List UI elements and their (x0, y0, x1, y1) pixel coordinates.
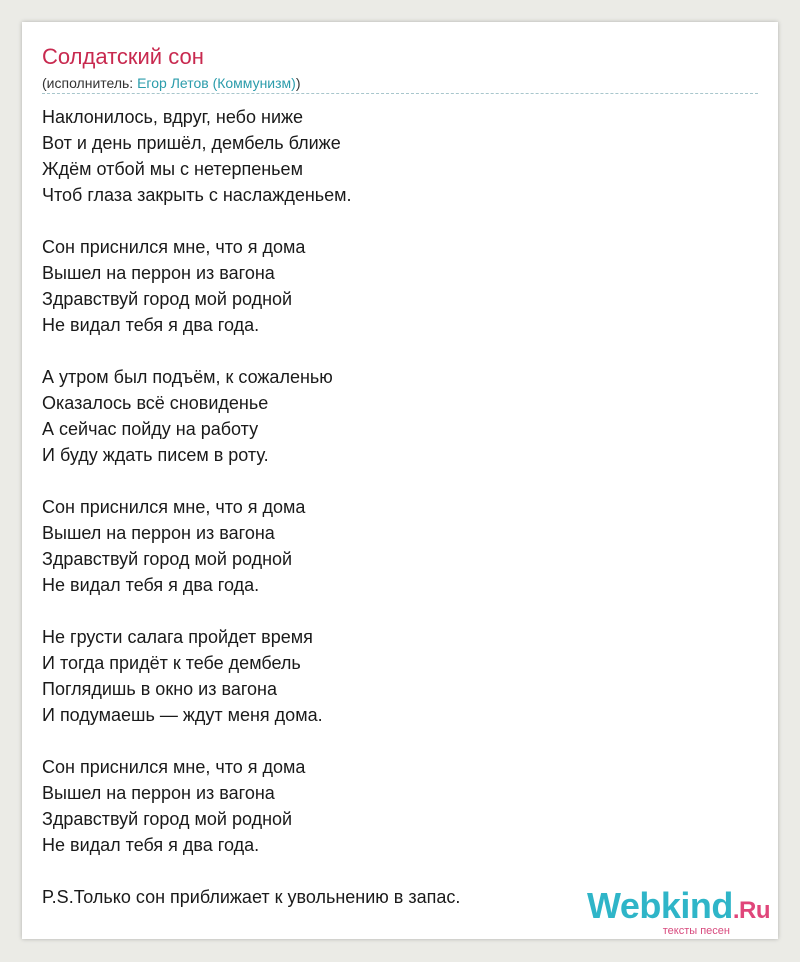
artist-link[interactable]: Егор Летов (Коммунизм) (137, 75, 296, 91)
lyric-line: Вышел на перрон из вагона (42, 523, 275, 543)
artist-suffix: ) (295, 75, 301, 91)
lyric-line: Поглядишь в окно из вагона (42, 679, 277, 699)
lyrics-card (22, 22, 778, 939)
lyric-line: А утром был подъём, к сожаленью (42, 367, 333, 387)
lyric-line: Вышел на перрон из вагона (42, 783, 275, 803)
lyric-line: И буду ждать писем в роту. (42, 445, 269, 465)
lyric-line: Сон приснился мне, что я дома (42, 757, 306, 777)
song-title: Солдатский сон (42, 44, 204, 69)
stanza (42, 104, 758, 208)
site-logo[interactable] (586, 885, 770, 937)
lyric-line: А сейчас пойду на работу (42, 419, 259, 439)
lyric-line: Чтоб глаза закрыть с наслажденьем. (42, 185, 352, 205)
lyric-line: И подумаешь — ждут меня дома. (42, 705, 323, 725)
divider (42, 93, 758, 94)
lyric-line: Не грусти салага пройдет время (42, 627, 313, 647)
lyric-line: Здравствуй город мой родной (42, 549, 293, 569)
lyric-line: Оказалось всё сновиденье (42, 393, 269, 413)
lyric-line: Не видал тебя я два года. (42, 315, 260, 335)
stanza (42, 234, 758, 338)
logo-brand: Webkind (586, 885, 733, 926)
artist-prefix: (исполнитель: (42, 75, 138, 91)
stanza (42, 494, 758, 598)
artist-line (42, 74, 301, 92)
stanza (42, 754, 758, 858)
lyric-line: Вот и день пришёл, дембель ближе (42, 133, 341, 153)
lyric-line: Вышел на перрон из вагона (42, 263, 275, 283)
lyric-line: Здравствуй город мой родной (42, 289, 293, 309)
lyric-line: Не видал тебя я два года. (42, 575, 260, 595)
logo-tagline: тексты песен (662, 925, 730, 937)
lyric-line: Ждём отбой мы с нетерпеньем (42, 159, 303, 179)
lyric-line: P.S.Только сон приближает к увольнению в запас. (42, 887, 461, 907)
logo-tld: .Ru (732, 897, 770, 924)
lyric-line: И тогда придёт к тебе дембель (42, 653, 301, 673)
stanza (42, 624, 758, 728)
lyric-line: Наклонилось, вдруг, небо ниже (42, 107, 304, 127)
stanza (42, 364, 758, 468)
lyric-line: Здравствуй город мой родной (42, 809, 293, 829)
lyrics-text (42, 104, 758, 936)
lyric-line: Не видал тебя я два года. (42, 835, 260, 855)
lyric-line: Сон приснился мне, что я дома (42, 497, 306, 517)
lyric-line: Сон приснился мне, что я дома (42, 237, 306, 257)
